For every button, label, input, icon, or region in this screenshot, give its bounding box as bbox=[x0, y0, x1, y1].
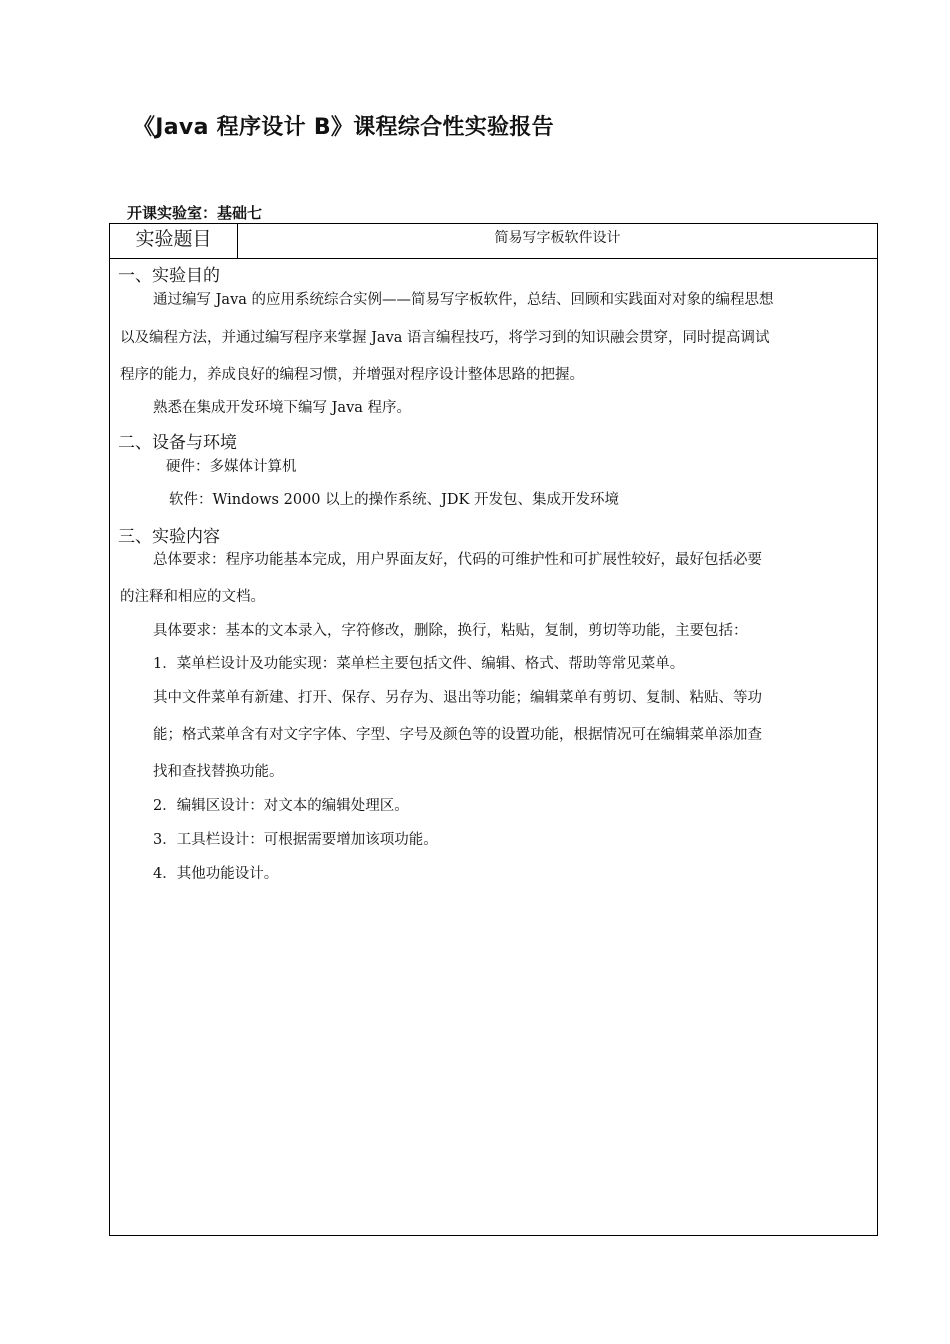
report-title: 《Java 程序设计 B》课程综合性实验报告 bbox=[133, 115, 554, 140]
purpose-line-1: 通过编写 Java 的应用系统综合实例——简易写字板软件，总结、回顾和实践面对对象的编程思想 bbox=[153, 292, 774, 308]
content-line-6: 能；格式菜单含有对文字字体、字型、字号及颜色等的设置功能，根据情况可在编辑菜单添加查 bbox=[153, 727, 762, 743]
topic-row bbox=[110, 224, 877, 259]
section-heading-purpose: 一、实验目的 bbox=[118, 266, 220, 286]
purpose-line-4: 熟悉在集成开发环境下编写 Java 程序。 bbox=[153, 400, 412, 416]
content-line-8: 2．编辑区设计：对文本的编辑处理区。 bbox=[153, 798, 409, 814]
section-heading-equipment: 二、设备与环境 bbox=[118, 433, 237, 453]
topic-label: 实验题目 bbox=[110, 224, 238, 258]
content-line-4: 1．菜单栏设计及功能实现：菜单栏主要包括文件、编辑、格式、帮助等常见菜单。 bbox=[153, 656, 685, 672]
lab-label: 开课实验室：基础七 bbox=[127, 204, 263, 222]
topic-value: 简易写字板软件设计 bbox=[494, 230, 621, 246]
content-line-1: 总体要求：程序功能基本完成，用户界面友好，代码的可维护性和可扩展性较好，最好包括必要 bbox=[153, 552, 762, 568]
purpose-line-2: 以及编程方法，并通过编写程序来掌握 Java 语言编程技巧，将学习到的知识融会贯穿，同时提高调试 bbox=[120, 330, 770, 346]
content-line-3: 具体要求：基本的文本录入，字符修改，删除，换行，粘贴，复制，剪切等功能，主要包括： bbox=[153, 623, 748, 639]
content-line-7: 找和查找替换功能。 bbox=[153, 764, 284, 780]
equipment-line-hardware: 硬件：多媒体计算机 bbox=[166, 459, 297, 475]
content-line-10: 4．其他功能设计。 bbox=[153, 866, 279, 882]
section-heading-content: 三、实验内容 bbox=[118, 527, 220, 547]
report-table bbox=[109, 223, 878, 1236]
purpose-line-3: 程序的能力，养成良好的编程习惯，并增强对程序设计整体思路的把握。 bbox=[120, 367, 584, 383]
equipment-line-software: 软件：Windows 2000 以上的操作系统、JDK 开发包、集成开发环境 bbox=[169, 492, 619, 508]
content-line-9: 3．工具栏设计：可根据需要增加该项功能。 bbox=[153, 832, 438, 848]
content-line-2: 的注释和相应的文档。 bbox=[120, 589, 265, 605]
content-line-5: 其中文件菜单有新建、打开、保存、另存为、退出等功能；编辑菜单有剪切、复制、粘贴、等功 bbox=[153, 690, 762, 706]
